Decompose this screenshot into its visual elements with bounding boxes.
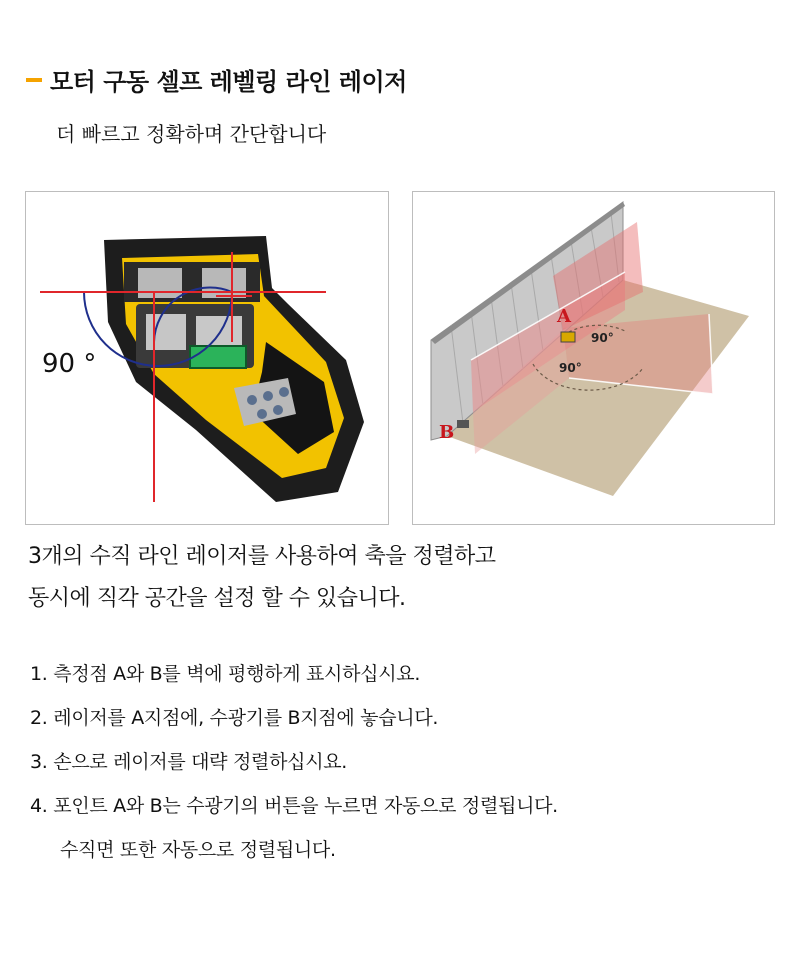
step-1: 1. 측정점 A와 B를 벽에 평행하게 표시하십시요. (30, 663, 421, 685)
page-title: 모터 구동 셀프 레벨링 라인 레이저 (50, 68, 407, 96)
point-a-label: A (557, 306, 571, 327)
angle-label-90: 90 ° (42, 349, 97, 379)
step-4: 4. 포인트 A와 B는 수광기의 버튼을 누르면 자동으로 정렬됩니다. (30, 795, 558, 817)
room-diagram-panel (412, 191, 775, 525)
description-line-2: 동시에 직각 공간을 설정 할 수 있습니다. (28, 586, 406, 611)
page-subtitle: 더 빠르고 정확하며 간단합니다 (56, 122, 327, 146)
steps-list (30, 652, 558, 872)
angle-label-90-upper: 90° (591, 331, 614, 345)
description-line-1: 3개의 수직 라인 레이저를 사용하여 축을 정렬하고 (28, 544, 496, 569)
laser-device-illustration (26, 192, 388, 524)
step-4-continuation: 수직면 또한 자동으로 정렬됩니다. (60, 839, 336, 861)
device-photo-panel (25, 191, 389, 525)
title-accent-dash (26, 78, 42, 82)
angle-label-90-lower: 90° (559, 361, 582, 375)
step-3: 3. 손으로 레이저를 대략 정렬하십시요. (30, 751, 348, 773)
title-row (26, 62, 407, 97)
step-2: 2. 레이저를 A지점에, 수광기를 B지점에 놓습니다. (30, 707, 439, 729)
description (28, 536, 496, 620)
room-alignment-diagram (413, 192, 774, 524)
point-b-label: B (439, 422, 455, 443)
